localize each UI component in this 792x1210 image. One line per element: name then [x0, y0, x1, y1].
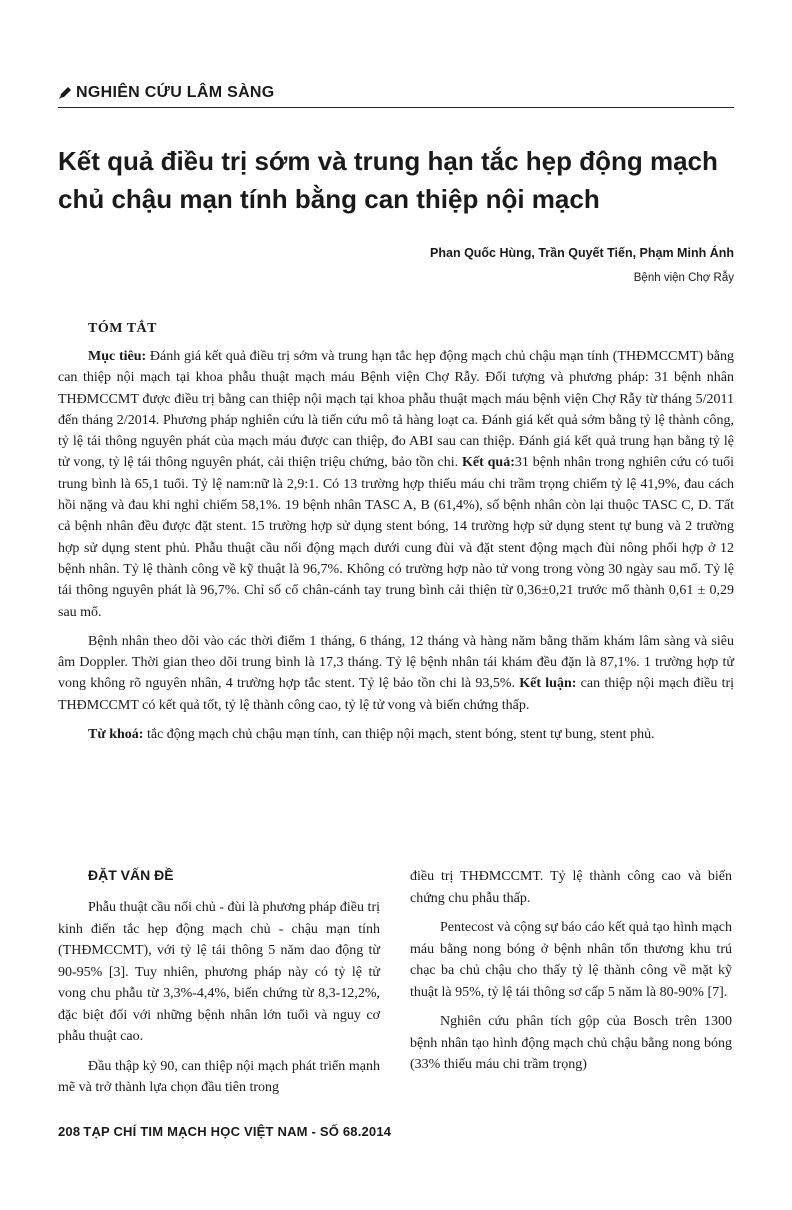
- article-title: Kết quả điều trị sớm và trung hạn tắc hẹp động mạch chủ chậu mạn tính bằng can thiệp nội mạch: [58, 146, 718, 214]
- abstract-heading: TÓM TẮT: [88, 321, 157, 336]
- affiliation: Bệnh viện Chợ Rẫy: [633, 272, 734, 284]
- header-divider: [58, 107, 734, 108]
- followup-text: Bệnh nhân theo dõi vào các thời điểm 1 tháng, 6 tháng, 12 tháng và hàng năm bằng thăm khám lâm sàng và siêu âm Doppler. Thời gian theo dõi trung bình là 17,3 tháng. Tỷ lệ bệnh nhân tái khám đều đặn là 87,1%. 1 trường hợp tử vong không rõ nguyên nhân, 4 trường hợp tắc stent. Tỷ lệ bảo tồn chi là 93,5%.: [58, 633, 734, 692]
- section-header: [58, 84, 275, 102]
- section-label: NGHIÊN CỨU LÂM SÀNG: [76, 84, 275, 101]
- page-footer: [58, 1124, 391, 1139]
- objective-text: Đánh giá kết quả điều trị sớm và trung hạn tắc hẹp động mạch chủ chậu mạn tính (THĐMCCMT) bằng can thiệp nội mạch tại khoa phẫu thuật mạch máu Bệnh viện Chợ Rẫy. Đối tượng và phương pháp: 31 bệnh nhân THĐMCCMT được điều trị bằng can thiệp nội mạch tại khoa phẫu thuật mạch máu bệnh viện Chợ Rẫy từ tháng 5/2011 đến tháng 2/2014. Phương pháp nghiên cứu là tiến cứu mô tả hàng loạt ca. Đánh giá kết quả sớm bằng tỷ lệ thành công, tỷ lệ tái thông nguyên phát của mạch máu được can thiệp, đo ABI sau can thiệp. Đánh giá kết quả trung hạn bằng tỷ lệ tử vong, tỷ lệ tái thông nguyên phát, cải thiện triệu chứng, bảo tồn chi.: [58, 349, 734, 471]
- pen-icon: [58, 86, 72, 100]
- abstract-body: [58, 346, 734, 753]
- label-objective: Mục tiêu:: [88, 349, 147, 364]
- abstract-paragraph-followup: [58, 631, 734, 716]
- keywords-text: tắc động mạch chủ chậu mạn tính, can thiệp nội mạch, stent bóng, stent tự bung, stent phủ.: [143, 727, 655, 743]
- intro-paragraph: Phẫu thuật cầu nối chủ - đùi là phương pháp điều trị kinh điển tắc hẹp động mạch chủ - chậu mạn tính (THĐMCCMT), với tỷ lệ tái thông 5 năm dao động từ 90-95% [3]. Tuy nhiên, phương pháp này có tỷ lệ tử vong chu phẫu từ 3,3%-4,4%, biến chứng từ 8,3-12,2%, đặc biệt đối với những bệnh nhân lớn tuổi và nguy cơ phẫu thuật cao.: [58, 900, 380, 1044]
- page-number: 208: [58, 1124, 81, 1139]
- label-results: Kết quả:: [461, 455, 515, 471]
- conclusion-text: can thiệp nội mạch điều trị THĐMCCMT có kết quả tốt, tỷ lệ thành công cao, tỷ lệ tử vong và biến chứng thấp.: [58, 676, 735, 713]
- journal-name: TẠP CHÍ TIM MẠCH HỌC VIỆT NAM - SỐ 68.2014: [83, 1124, 392, 1139]
- results-text: 31 bệnh nhân trong nghiên cứu có tuổi trung bình là 65,1 tuổi. Tỷ lệ nam:nữ là 2,9:1. Có 13 trường hợp thiếu máu chi trầm trọng chiếm tỷ lệ 41,9%, đau cách hồi nặng và đau khi nghỉ chiếm 58,1%. 19 bệnh nhân TASC A, B (61,4%), số bệnh nhân còn lại thuộc TASC C, D. Tất cả bệnh nhân đều được đặt stent. 15 trường hợp sử dụng stent bóng, 14 trường hợp sử dụng stent tự bung và 2 trường hợp sử dụng stent phủ. Phẫu thuật cầu nối động mạch dưới cung đùi và đặt stent động mạch đùi nông phối hợp ở 12 bệnh nhân. Tỷ lệ thành công về kỹ thuật là 96,7%. Không có trường hợp nào tử vong trong vòng 30 ngày sau mổ. Tỷ lệ tái thông nguyên phát là 96,7%. Chỉ số cổ chân-cánh tay trung bình cải thiện từ 0,36±0,21 trước mổ thành 0,61 ± 0,29 sau mổ.: [58, 455, 734, 620]
- intro-paragraph: Pentecost và cộng sự báo cáo kết quả tạo hình mạch máu bằng nong bóng ở bệnh nhân tổn thương khu trú chạc ba chủ chậu cho thấy tỷ lệ thành công về mặt kỹ thuật là 95%, tỷ lệ tái thông sơ cấp 5 năm là 80-90% [7].: [410, 920, 732, 1000]
- intro-heading: ĐẶT VẤN ĐỀ: [88, 867, 174, 883]
- intro-paragraph: Đầu thập kỷ 90, can thiệp nội mạch phát triển mạnh mẽ và trở thành lựa chọn đầu tiên trong: [58, 1058, 380, 1095]
- keywords-paragraph: [58, 724, 734, 745]
- left-column: [58, 897, 380, 1107]
- intro-paragraph: Nghiên cứu phân tích gộp của Bosch trên 1300 bệnh nhân tạo hình động mạch chủ chậu bằng nong bóng (33% thiếu máu chi trầm trọng): [410, 1014, 732, 1072]
- label-keywords: Từ khoá:: [88, 727, 144, 743]
- authors: Phan Quốc Hùng, Trần Quyết Tiến, Phạm Minh Ánh: [430, 246, 734, 260]
- abstract-paragraph: [58, 346, 734, 623]
- intro-paragraph: điều trị THĐMCCMT. Tỷ lệ thành công cao và biến chứng chu phẫu thấp.: [410, 869, 732, 906]
- right-column: [410, 866, 732, 1084]
- label-conclusion: Kết luận:: [519, 676, 577, 692]
